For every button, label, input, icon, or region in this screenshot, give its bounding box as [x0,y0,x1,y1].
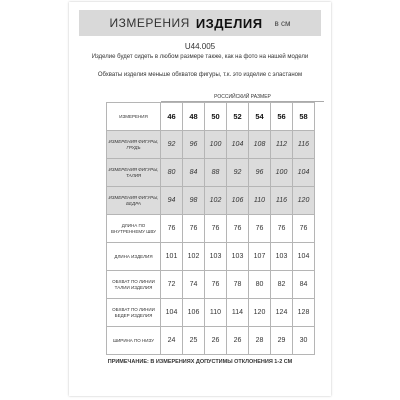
value-cell: 76 [249,215,271,243]
fit-note: Изделие будет сидеть в любом размере также, как на фото на нашей модели [91,54,309,60]
value-cell: 106 [183,299,205,327]
size-cell: 48 [183,103,205,131]
title-bar [79,10,321,36]
unit-label: в см [274,18,291,28]
value-cell: 76 [293,215,315,243]
value-cell: 120 [249,299,271,327]
value-cell: 124 [271,299,293,327]
value-cell: 84 [183,159,205,187]
value-cell: 107 [249,243,271,271]
article-number: U44.005 [184,42,216,51]
row-label: ОБХВАТ ПО ЛИНИИ ТАЛИИ ИЗДЕЛИЯ [107,271,161,299]
value-cell: 112 [271,131,293,159]
value-cell: 78 [227,271,249,299]
value-cell: 98 [183,187,205,215]
value-cell: 94 [161,187,183,215]
corner-cell: ИЗМЕРЕНИЯ [107,103,161,131]
title-light: ИЗМЕРЕНИЯ [109,16,190,30]
value-cell: 92 [161,131,183,159]
value-cell: 96 [183,131,205,159]
value-cell: 28 [249,327,271,355]
value-cell: 74 [183,271,205,299]
value-cell: 104 [293,243,315,271]
table-row [107,243,315,271]
value-cell: 24 [161,327,183,355]
table-row [107,159,315,187]
value-cell: 88 [205,159,227,187]
value-cell: 84 [293,271,315,299]
value-cell: 76 [205,271,227,299]
row-label: ДЛИНА ПО ВНУТРЕННЕМУ ШВУ [107,215,161,243]
size-cell: 50 [205,103,227,131]
value-cell: 80 [249,271,271,299]
value-cell: 102 [205,187,227,215]
row-label: ДЛИНА ИЗДЕЛИЯ [107,243,161,271]
table-row [107,187,315,215]
value-cell: 103 [271,243,293,271]
value-cell: 103 [205,243,227,271]
size-chart-sheet [69,2,331,396]
size-cell: 58 [293,103,315,131]
row-label: ИЗМЕРЕНИЯ ФИГУРЫ, ГРУДЬ [107,131,161,159]
size-cell: 52 [227,103,249,131]
row-label: ИЗМЕРЕНИЯ ФИГУРЫ, ТАЛИЯ [107,159,161,187]
value-cell: 76 [205,215,227,243]
title-bold: ИЗДЕЛИЯ [195,15,263,31]
table-row [107,299,315,327]
value-cell: 26 [205,327,227,355]
value-cell: 100 [205,131,227,159]
measurements-table [106,102,315,355]
table-row [107,327,315,355]
value-cell: 106 [227,187,249,215]
size-cell: 46 [161,103,183,131]
value-cell: 116 [293,131,315,159]
value-cell: 100 [271,159,293,187]
value-cell: 76 [227,215,249,243]
value-cell: 104 [293,159,315,187]
value-cell: 110 [249,187,271,215]
value-cell: 110 [205,299,227,327]
table-row [107,271,315,299]
value-cell: 72 [161,271,183,299]
size-header: РОССИЙСКИЙ РАЗМЕР [161,93,324,102]
footer-note: ПРИМЕЧАНИЕ: В ИЗМЕРЕНИЯХ ДОПУСТИМЫ ОТКЛОНЕНИЯ 1-2 СМ [107,359,293,365]
value-cell: 80 [161,159,183,187]
table-row [107,131,315,159]
value-cell: 96 [249,159,271,187]
size-cell: 54 [249,103,271,131]
size-cell: 56 [271,103,293,131]
value-cell: 29 [271,327,293,355]
value-cell: 30 [293,327,315,355]
row-label: ИЗМЕРЕНИЯ ФИГУРЫ, БЕДРА [107,187,161,215]
value-cell: 82 [271,271,293,299]
value-cell: 104 [227,131,249,159]
elastane-note: Обхваты изделия меньше обхватов фигуры, т.к. это изделие с эластаном [97,72,303,78]
value-cell: 128 [293,299,315,327]
row-label: ШИРИНА ПО НИЗУ [107,327,161,355]
value-cell: 120 [293,187,315,215]
measurements-grid [106,90,330,362]
row-label: ОБХВАТ ПО ЛИНИИ БЕДЕР ИЗДЕЛИЯ [107,299,161,327]
value-cell: 103 [227,243,249,271]
value-cell: 25 [183,327,205,355]
value-cell: 108 [249,131,271,159]
size-row [107,103,315,131]
table-row [107,215,315,243]
value-cell: 114 [227,299,249,327]
value-cell: 26 [227,327,249,355]
value-cell: 76 [161,215,183,243]
value-cell: 116 [271,187,293,215]
value-cell: 76 [183,215,205,243]
value-cell: 102 [183,243,205,271]
value-cell: 101 [161,243,183,271]
value-cell: 104 [161,299,183,327]
value-cell: 92 [227,159,249,187]
value-cell: 76 [271,215,293,243]
